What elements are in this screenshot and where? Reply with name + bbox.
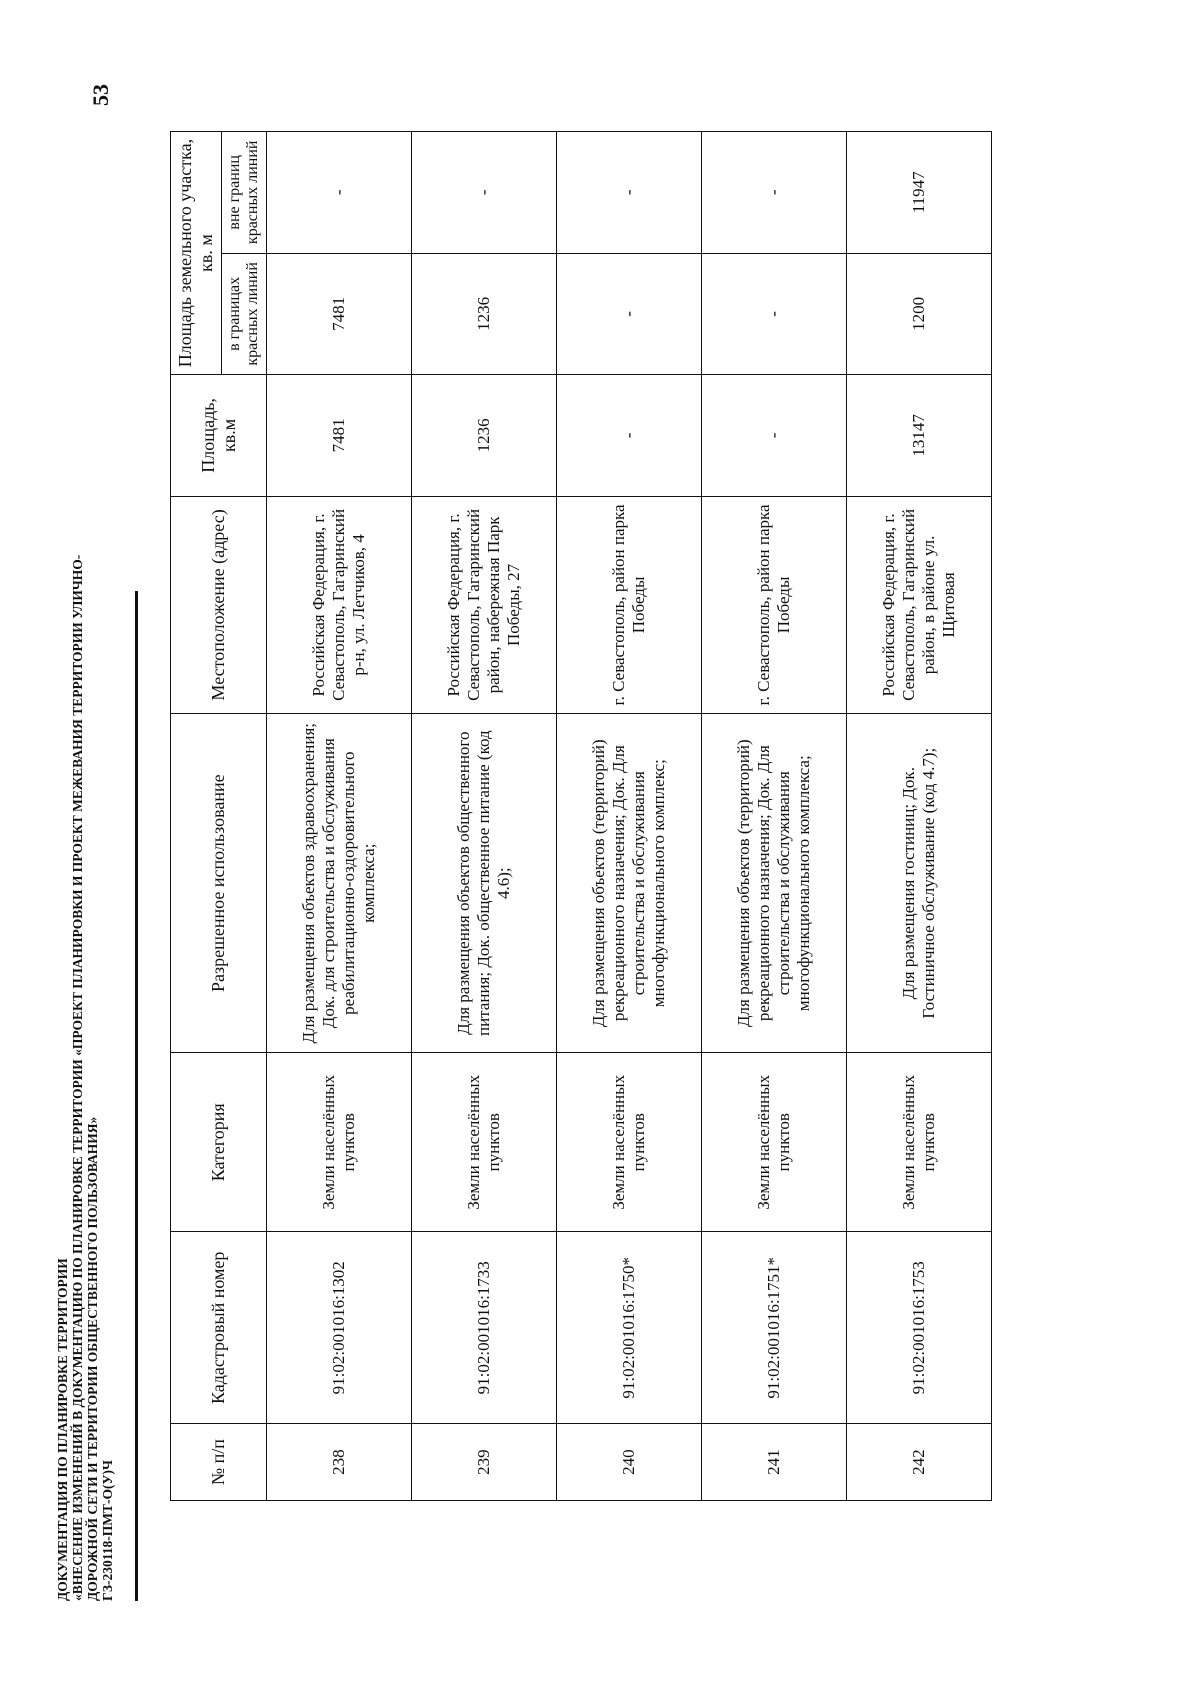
- cell-category: Земли населённых пунктов: [702, 1053, 847, 1232]
- land-plots-table: [170, 131, 992, 1501]
- cell-location: Российская Федерация, г. Севастополь, Гагаринский район, набережная Парк Победы, 27: [412, 496, 557, 714]
- table-header-row: [171, 132, 222, 1501]
- header-use: Разрешенное использование: [171, 714, 267, 1053]
- header-inside: в границах красных линий: [222, 253, 267, 375]
- cell-use: Для размещения объектов (территорий) рекреационного назначения; Док. Для строительства и обслуживания многофункционального комплекс;: [557, 714, 702, 1053]
- cell-location: г. Севастополь, район парка Победы: [702, 496, 847, 714]
- header-line: ДОКУМЕНТАЦИЯ ПО ПЛАНИРОВКЕ ТЕРРИТОРИИ: [55, 1258, 70, 1601]
- cell-category: Земли населённых пунктов: [267, 1053, 412, 1232]
- header-line: ДОРОЖНОЙ СЕТИ И ТЕРРИТОРИИ ОБЩЕСТВЕННОГО ПОЛЬЗОВАНИЯ»: [85, 1116, 100, 1601]
- cell-outside: -: [557, 132, 702, 254]
- table-row: [267, 132, 412, 1501]
- cell-area: -: [557, 375, 702, 497]
- cell-cadastral: 91:02:001016:1751*: [702, 1232, 847, 1424]
- cell-category: Земли населённых пунктов: [557, 1053, 702, 1232]
- cell-inside: -: [702, 253, 847, 375]
- cell-outside: -: [412, 132, 557, 254]
- cell-location: Российская Федерация, г. Севастополь, Гагаринский район, в районе ул. Щитовая: [847, 496, 992, 714]
- header-location: Местоположение (адрес): [171, 496, 267, 714]
- header-outside: вне границ красных линий: [222, 132, 267, 254]
- table-row: [412, 132, 557, 1501]
- cell-cadastral: 91:02:001016:1733: [412, 1232, 557, 1424]
- cell-location: Российская Федерация, г. Севастополь, Гагаринский р-н, ул. Летчиков, 4: [267, 496, 412, 714]
- cell-inside: 7481: [267, 253, 412, 375]
- header-category: Категория: [171, 1053, 267, 1232]
- table-row: [847, 132, 992, 1501]
- header-cadastral: Кадастровый номер: [171, 1232, 267, 1424]
- cell-use: Для размещения гостиниц; Док. Гостиничное обслуживание (код 4.7);: [847, 714, 992, 1053]
- header-plot-area: Площадь земельного участка, кв. м: [171, 132, 222, 375]
- header-line: ГЗ-230118-ПМТ-О(У)Ч: [100, 1460, 115, 1601]
- cell-outside: -: [702, 132, 847, 254]
- cell-outside: 11947: [847, 132, 992, 254]
- cell-use: Для размещения объектов общественного питания; Док. общественное питание (код 4.6);: [412, 714, 557, 1053]
- cell-inside: 1236: [412, 253, 557, 375]
- cell-inside: -: [557, 253, 702, 375]
- cell-use: Для размещения объектов здравоохранения; Док. для строительства и обслуживания реабилитационно-оздоровительного комплекса;: [267, 714, 412, 1053]
- cell-use: Для размещения объектов (территорий) рекреационного назначения; Док. Для строительства и обслуживания многофункционального комплекса;: [702, 714, 847, 1053]
- header-rule: [135, 591, 138, 1601]
- cell-num: 242: [847, 1424, 992, 1501]
- table-row: [557, 132, 702, 1501]
- cell-num: 240: [557, 1424, 702, 1501]
- cell-area: 13147: [847, 375, 992, 497]
- cell-num: 239: [412, 1424, 557, 1501]
- cell-cadastral: 91:02:001016:1753: [847, 1232, 992, 1424]
- cell-cadastral: 91:02:001016:1302: [267, 1232, 412, 1424]
- header-num: № п/п: [171, 1424, 267, 1501]
- cell-num: 241: [702, 1424, 847, 1501]
- cell-category: Земли населённых пунктов: [412, 1053, 557, 1232]
- header-line: «ВНЕСЕНИЕ ИЗМЕНЕНИЙ В ДОКУМЕНТАЦИЮ ПО ПЛАНИРОВКЕ ТЕРРИТОРИИ «ПРОЕКТ ПЛАНИРОВКИ И ПРОЕКТ МЕЖЕВАНИЯ ТЕРРИТОРИИ УЛИЧНО-: [70, 554, 85, 1601]
- cell-area: -: [702, 375, 847, 497]
- document-header: [55, 401, 115, 1601]
- cell-area: 1236: [412, 375, 557, 497]
- cell-category: Земли населённых пунктов: [847, 1053, 992, 1232]
- cell-inside: 1200: [847, 253, 992, 375]
- header-area: Площадь, кв.м: [171, 375, 267, 497]
- cell-location: г. Севастополь, район парка Победы: [557, 496, 702, 714]
- cell-cadastral: 91:02:001016:1750*: [557, 1232, 702, 1424]
- cell-area: 7481: [267, 375, 412, 497]
- page-number: 53: [88, 84, 113, 106]
- table-row: [702, 132, 847, 1501]
- cell-outside: -: [267, 132, 412, 254]
- cell-num: 238: [267, 1424, 412, 1501]
